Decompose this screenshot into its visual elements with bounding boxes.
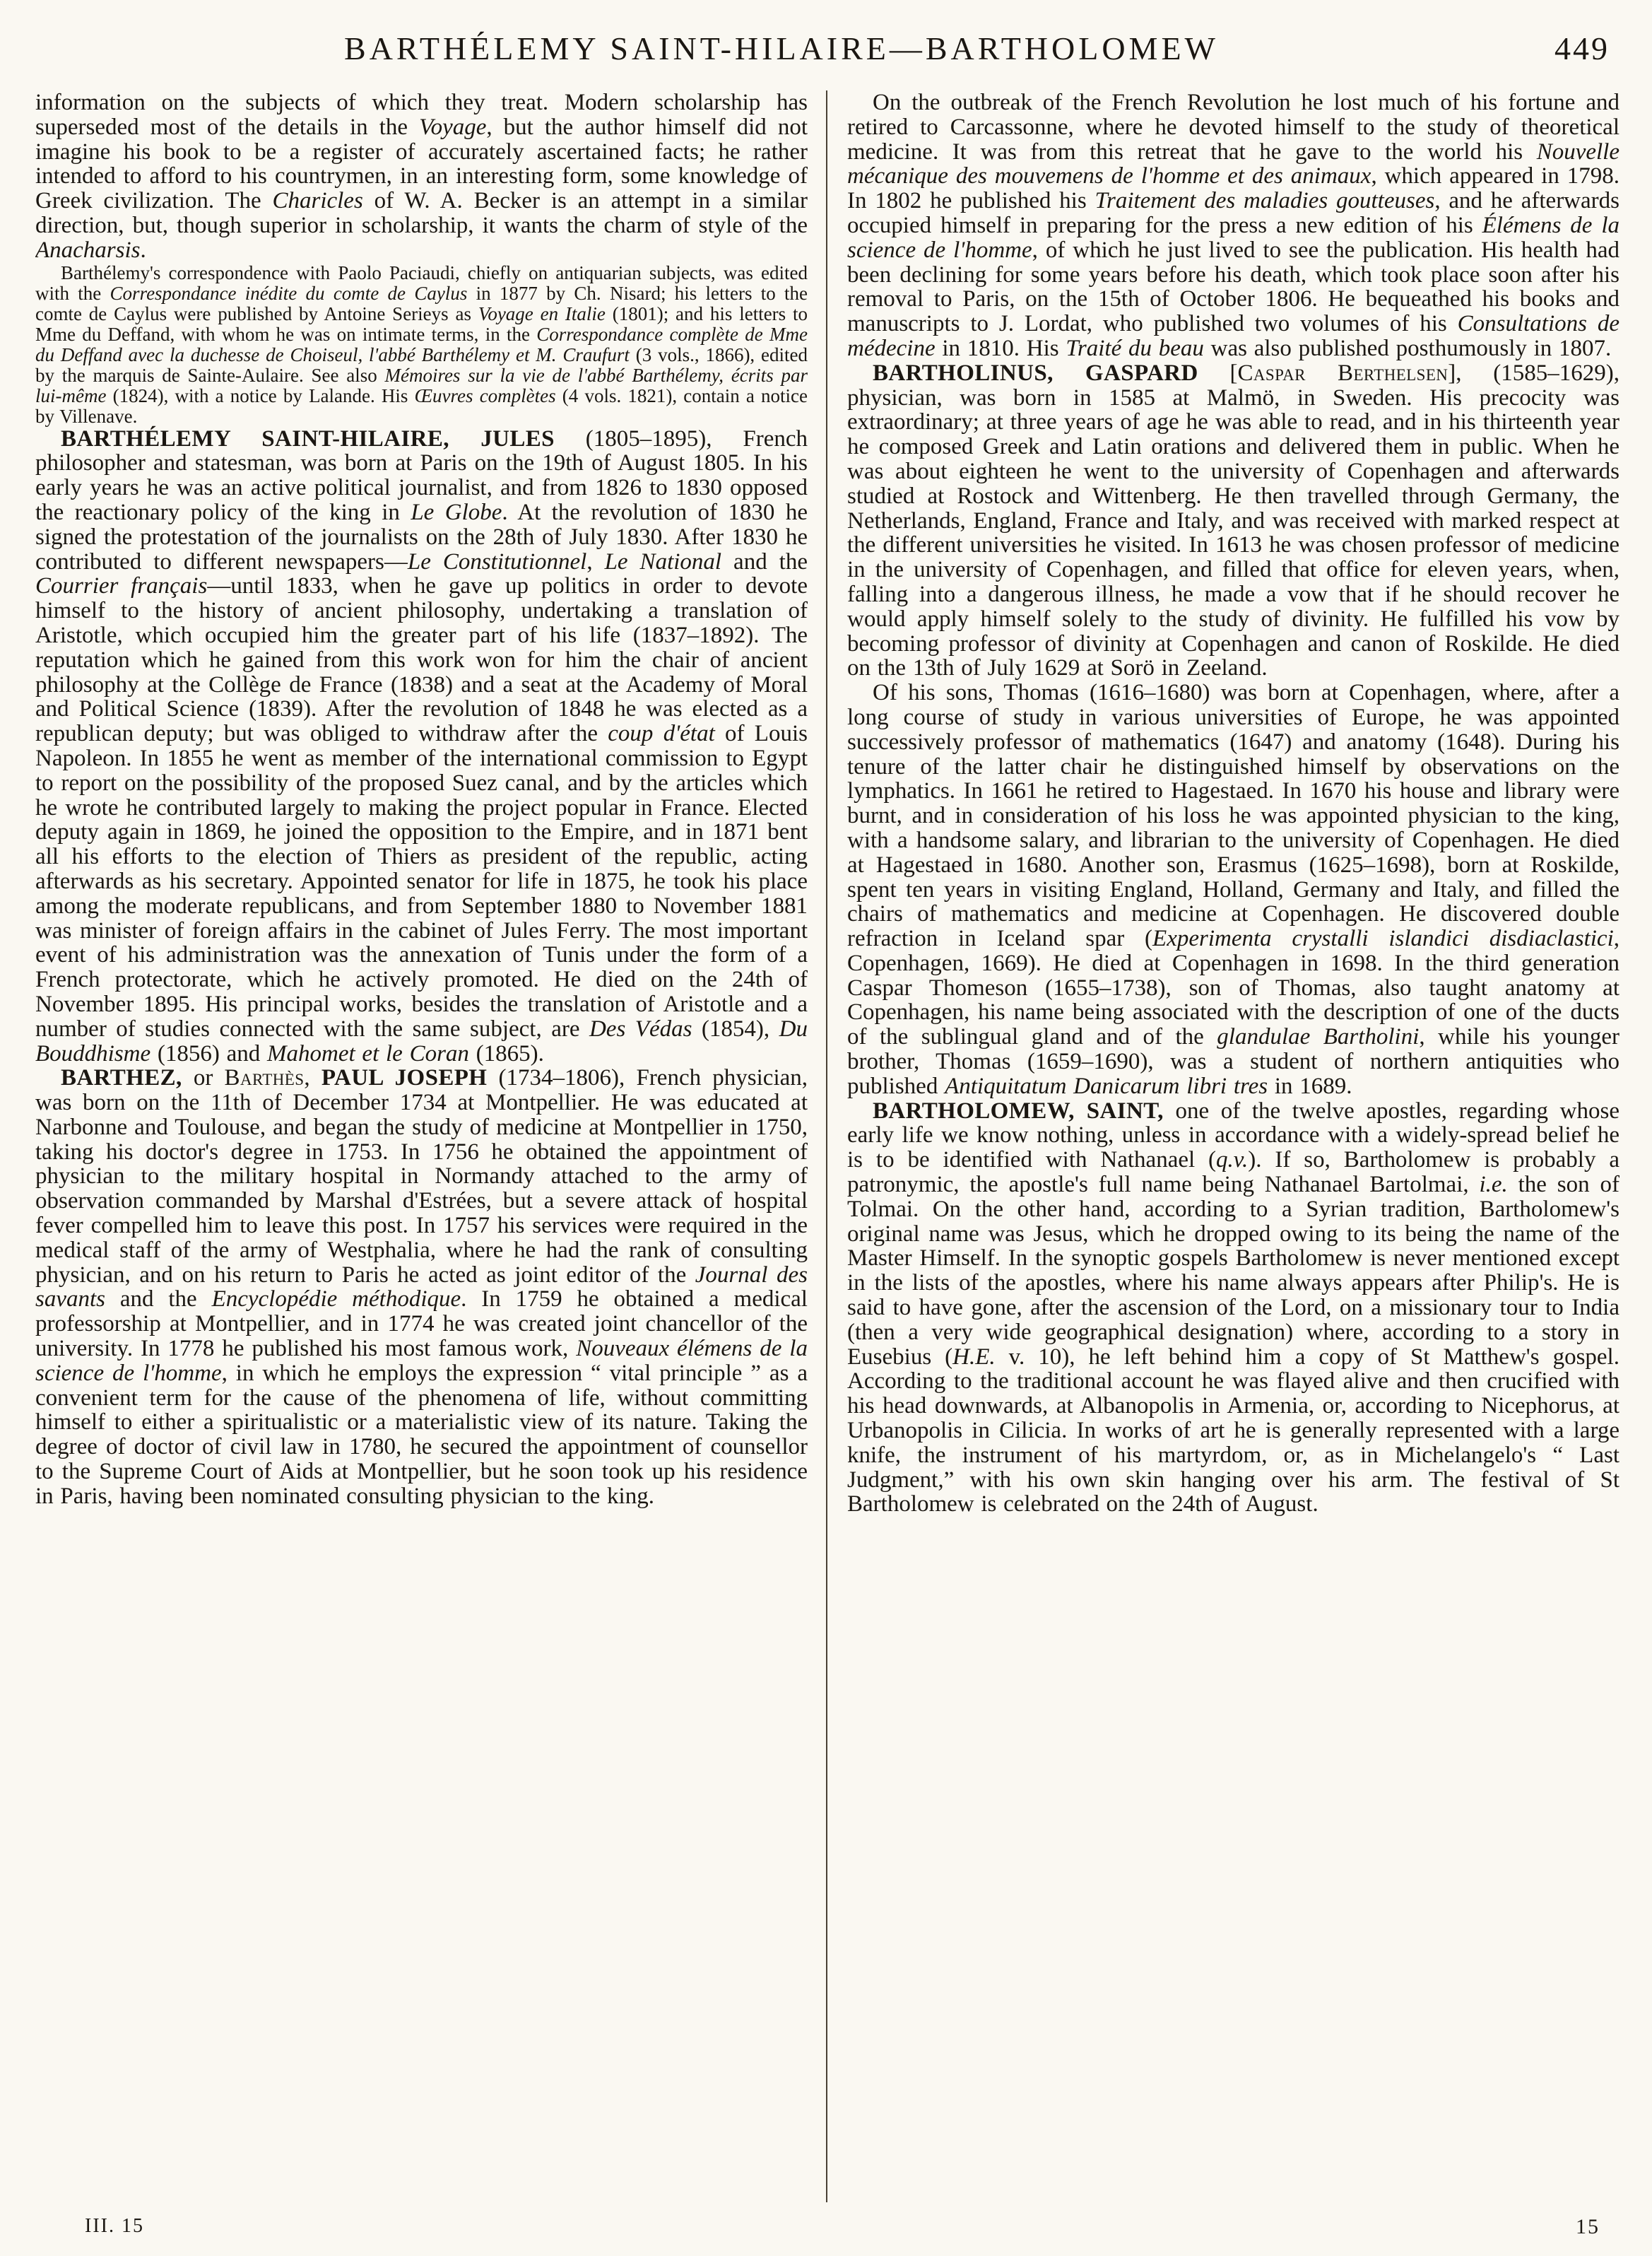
page-number: 449: [1554, 30, 1610, 66]
page-title: BARTHÉLEMY SAINT-HILAIRE—BARTHOLOMEW: [344, 30, 1219, 66]
bibliography-note: Barthélemy's correspondence with Paolo Paciaudi, chiefly on antiquarian subjects, was edited with the Correspondance inédite du comte de Caylus in 1877 by Ch. Nisard; his letters to the comte de Caylus were published by Antoine Serieys as Voyage en Italie (1801); and his letters to Mme du Deffand, with whom he was on intimate terms, in the Correspondance complète de Mme du Deffand avec la duchesse de Choiseul, l'abbé Barthélemy et M. Craufurt (3 vols., 1866), edited by the marquis de Sainte-Aulaire. See also Mémoires sur la vie de l'abbé Barthélemy, écrits par lui-même (1824), with a notice by Lalande. His Œuvres complètes (4 vols. 1821), contain a notice by Villenave.: [35, 262, 808, 427]
article-bartholinus-gaspard: BARTHOLINUS, GASPARD [Caspar Berthelsen], (1585–1629), physician, was born in 1585 at Malmö, in Sweden. His precocity was extraordinary; at three years of age he was able to read, and in his thirteenth year he composed Greek and Latin orations and delivered them in public. When he was about eighteen he went to the university of Copenhagen and afterwards studied at Rostock and Wittenberg. He then travelled through Germany, the Netherlands, England, France and Italy, and was received with marked respect at the different universities he visited. In 1613 he was chosen professor of medicine in the university of Copenhagen, and filled that office for eleven years, when, falling into a dangerous illness, he made a vow that if he should recover he would apply himself solely to the study of divinity. He fulfilled his vow by becoming professor of divinity at Copenhagen and canon of Roskilde. He died on the 13th of July 1629 at Sorö in Zeeland.: [847, 360, 1619, 681]
running-header: [35, 30, 1619, 76]
signature-mark-left: III. 15: [85, 2215, 144, 2237]
left-column: [35, 90, 826, 2202]
article-bartholomew-saint: BARTHOLOMEW, SAINT, one of the twelve apostles, regarding whose early life we know nothing, unless in accordance with a widely-spread belief he is to be identified with Nathanael (q.v.). If so, Bartholomew is probably a patronymic, the apostle's full name being Nathanael Bartolmai, i.e. the son of Tolmai. On the other hand, according to a Syrian tradition, Bartholomew's original name was Jesus, which he dropped owing to its being the name of the Master Himself. In the synoptic gospels Bartholomew is never mentioned except in the lists of the apostles, where his name always appears after Philip's. He is said to have gone, after the ascension of the Lord, on a missionary tour to India (then a very wide geographical designation) where, according to a story in Eusebius (H.E. v. 10), he left behind him a copy of St Matthew's gospel. According to the traditional account he was flayed alive and then crucified with his head downwards, at Albanopolis in Armenia, or, according to Nicephorus, at Urbanopolis in Cilicia. In works of art he is generally represented with a large knife, the instrument of his martyrdom, or, as in Michelangelo's “ Last Judgment,” with his own skin hanging over his arm. The festival of St Bartholomew is celebrated on the 24th of August.: [847, 1098, 1619, 1517]
article-barthez: BARTHEZ, or Barthès, PAUL JOSEPH (1734–1806), French physician, was born on the 11th of December 1734 at Montpellier. He was educated at Narbonne and Toulouse, and began the study of medicine at Montpellier in 1750, taking his doctor's degree in 1753. In 1756 he obtained the appointment of physician to the military hospital in Normandy attached to the army of observation commanded by Marshal d'Estrées, but a severe attack of hospital fever compelled him to leave this post. In 1757 his services were required in the medical staff of the army of Westphalia, where he had the rank of consulting physician, and on his return to Paris he acted as joint editor of the Journal des savants and the Encyclopédie méthodique. In 1759 he obtained a medical professorship at Montpellier, and in 1774 he was created joint chancellor of the university. In 1778 he published his most famous work, Nouveaux élémens de la science de l'homme, in which he employs the expression “ vital principle ” as a convenient term for the cause of the phenomena of life, without committing himself to either a spiritualistic or a materialistic view of its nature. Taking the degree of doctor of civil law in 1780, he secured the appointment of counsellor to the Supreme Court of Aids at Montpellier, but he soon took up his residence in Paris, having been nominated consulting physician to the king.: [35, 1065, 808, 1509]
right-column: [827, 90, 1619, 2202]
text-columns: [35, 90, 1619, 2202]
article-bartholinus-sons: Of his sons, Thomas (1616–1680) was born at Copenhagen, where, after a long course of study in various universities of Europe, he was appointed successively professor of mathematics (1647) and anatomy (1648). During his tenure of the latter chair he distinguished himself by observations on the lymphatics. In 1661 he retired to Hagestaed. In 1670 his house and library were burnt, and in consideration of his loss he was appointed physician to the king, with a handsome salary, and librarian to the university of Copenhagen. He died at Hagestaed in 1680. Another son, Erasmus (1625–1698), born at Roskilde, spent ten years in visiting England, Holland, Germany and Italy, and filled the chairs of mathematics and medicine at Copenhagen. He discovered double refraction in Iceland spar (Experimenta crystalli islandici disdiaclastici, Copenhagen, 1669). He died at Copenhagen in 1698. In the third generation Caspar Thomeson (1655–1738), son of Thomas, also taught anatomy at Copenhagen, his name being associated with the description of one of the ducts of the sublingual gland and of the glandulae Bartholini, while his younger brother, Thomas (1659–1690), was a student of northern antiquities who published Antiquitatum Danicarum libri tres in 1689.: [847, 680, 1619, 1099]
article-barthez-continuation: On the outbreak of the French Revolution he lost much of his fortune and retired to Carcassonne, where he devoted himself to the study of theoretical medicine. It was from this retreat that he gave to the world his Nouvelle mécanique des mouvemens de l'homme et des animaux, which appeared in 1798. In 1802 he published his Traitement des maladies goutteuses, and he afterwards occupied himself in preparing for the press a new edition of his Élémens de la science de l'homme, of which he just lived to see the publication. His health had been declining for some years before his death, which took place soon after his removal to Paris, on the 15th of October 1806. He bequeathed his books and manuscripts to J. Lordat, who published two volumes of his Consultations de médecine in 1810. His Traité du beau was also published posthumously in 1807.: [847, 90, 1619, 361]
signature-mark-right: 15: [1576, 2215, 1600, 2238]
article-barthelemy-continuation: information on the subjects of which they treat. Modern scholarship has superseded most of the details in the Voyage, but the author himself did not imagine his book to be a register of accurately ascertained facts; he rather intended to afford to his countrymen, in an interesting form, some knowledge of Greek civilization. The Charicles of W. A. Becker is an attempt in a similar direction, but, though superior in scholarship, it wants the charm of style of the Anacharsis.: [35, 90, 808, 263]
article-barthelemy-saint-hilaire-jules: BARTHÉLEMY SAINT-HILAIRE, JULES (1805–1895), French philosopher and statesman, was born at Paris on the 19th of August 1805. In his early years he was an active political journalist, and from 1826 to 1830 opposed the reactionary policy of the king in Le Globe. At the revolution of 1830 he signed the protestation of the journalists on the 28th of July 1830. After 1830 he contributed to different newspapers—Le Constitutionnel, Le National and the Courrier français—until 1833, when he gave up politics in order to devote himself to the history of ancient philosophy, undertaking a translation of Aristotle, which occupied him the greater part of his life (1837–1892). The reputation which he gained from this work won for him the chair of ancient philosophy at the Collège de France (1838) and a seat at the Academy of Moral and Political Science (1839). After the revolution of 1848 he was elected as a republican deputy; but was obliged to withdraw after the coup d'état of Louis Napoleon. In 1855 he went as member of the international commission to Egypt to report on the possibility of the proposed Suez canal, and by the articles which he wrote he contributed largely to making the project popular in France. Elected deputy again in 1869, he joined the opposition to the Empire, and in 1871 bent all his efforts to the election of Thiers as president of the republic, acting afterwards as his secretary. Appointed senator for life in 1875, he took his place among the moderate republicans, and from September 1880 to November 1881 was minister of foreign affairs in the cabinet of Jules Ferry. The most important event of his administration was the annexation of Tunis under the form of a French protectorate, which he actively promoted. He died on the 24th of November 1895. His principal works, besides the translation of Aristotle and a number of studies connected with the same subject, are Des Védas (1854), Du Bouddhisme (1856) and Mahomet et le Coran (1865).: [35, 425, 808, 1067]
